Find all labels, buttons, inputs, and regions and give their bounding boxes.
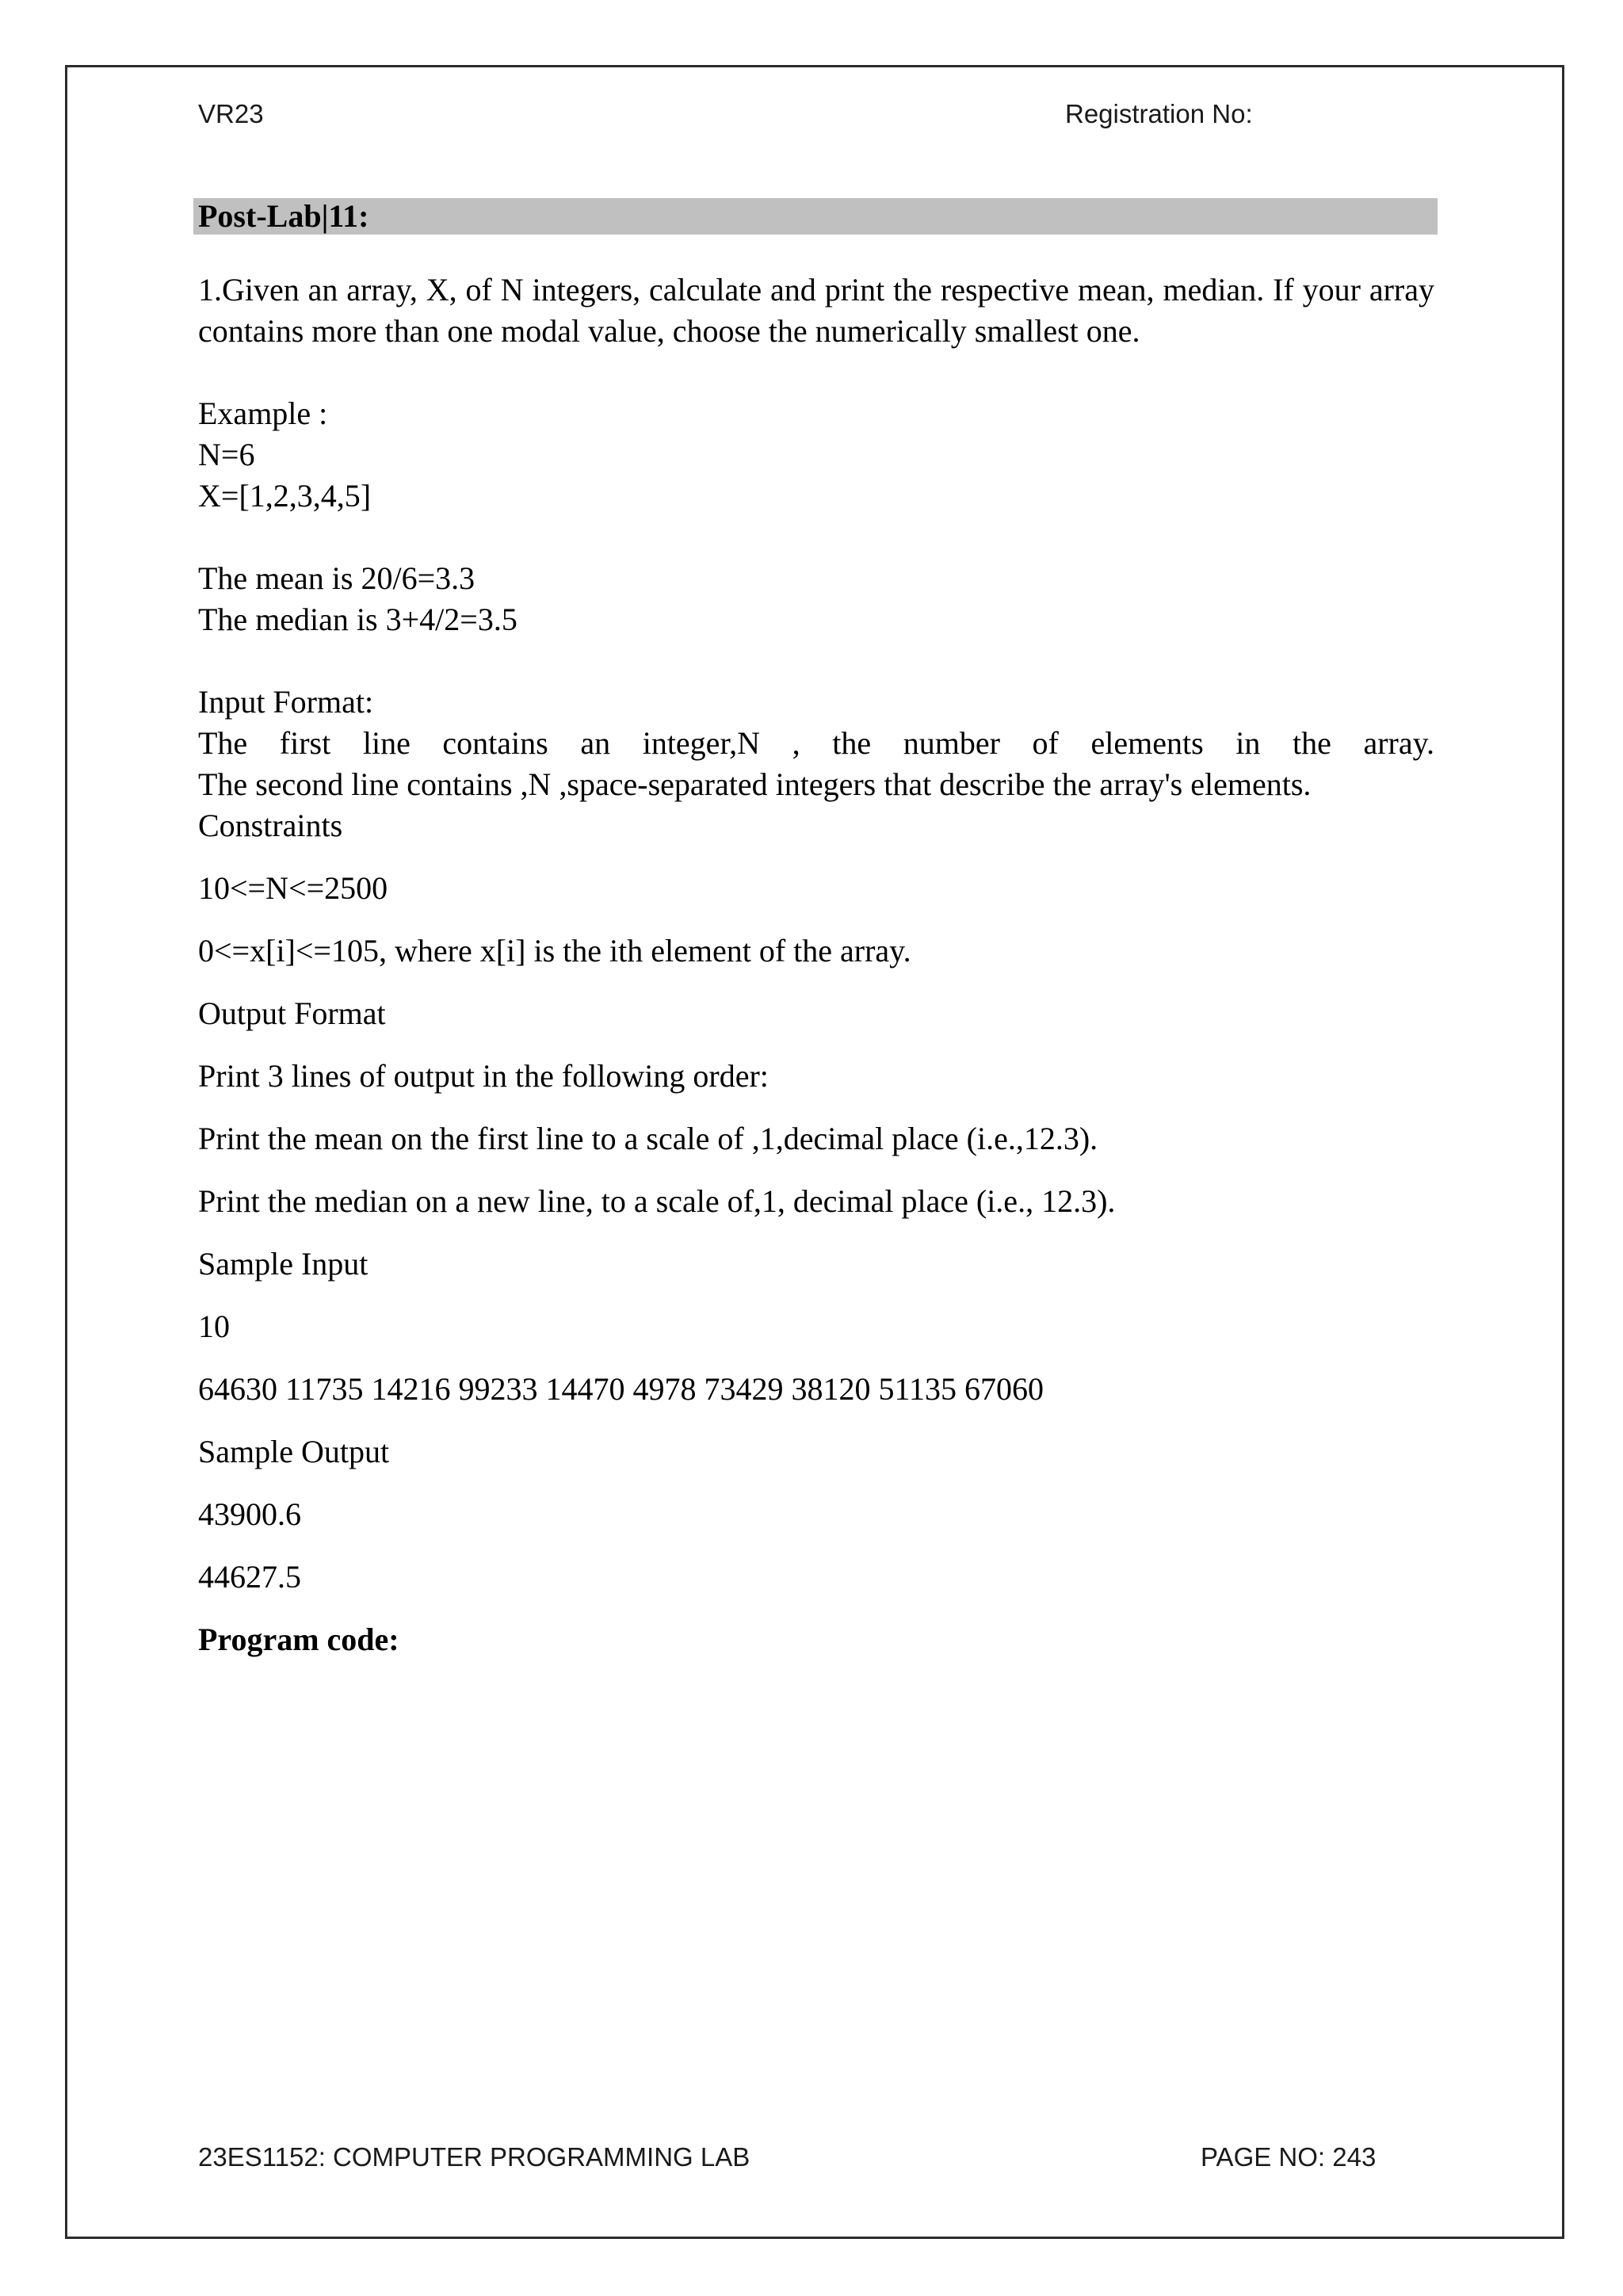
sample-output-label: Sample Output (198, 1434, 390, 1469)
sample-input-n: 10 (198, 1308, 230, 1344)
sample-input-label: Sample Input (198, 1246, 369, 1282)
document-body (198, 269, 1434, 1682)
example-median: The median is 3+4/2=3.5 (198, 602, 517, 637)
input-format-line-2: The second line contains ,N ,space-separated integers that describe the array's elements. (198, 766, 1312, 802)
input-format-label: Input Format: (198, 684, 374, 720)
constraints-label: Constraints (198, 808, 343, 843)
input-format-line-1: The first line contains an integer,N , the number of elements in the array. (198, 725, 1434, 761)
output-format-line-1: Print 3 lines of output in the following order: (198, 1058, 769, 1094)
program-code-label: Program code: (198, 1622, 399, 1657)
sample-input-values: 64630 11735 14216 99233 14470 4978 73429 38120 51135 67060 (198, 1371, 1044, 1407)
section-title-bar (193, 198, 1438, 235)
footer-course-title: 23ES1152: COMPUTER PROGRAMMING LAB (198, 2142, 750, 2172)
example-x: X=[1,2,3,4,5] (198, 478, 372, 514)
output-format-label: Output Format (198, 995, 386, 1031)
output-format-line-3: Print the median on a new line, to a scale of,1, decimal place (i.e., 12.3). (198, 1183, 1116, 1219)
header-registration-label: Registration No: (1065, 99, 1253, 128)
footer-page-number: PAGE NO: 243 (1201, 2142, 1377, 2172)
sample-output-2: 44627.5 (198, 1559, 301, 1595)
constraint-2: 0<=x[i]<=105, where x[i] is the ith element of the array. (198, 933, 911, 968)
sample-output-1: 43900.6 (198, 1496, 301, 1532)
header-course-code: VR23 (198, 99, 264, 128)
example-label: Example : (198, 395, 328, 431)
example-mean: The mean is 20/6=3.3 (198, 560, 475, 596)
section-title: Post-Lab|11: (198, 198, 369, 234)
output-format-line-2: Print the mean on the first line to a scale of ,1,decimal place (i.e.,12.3). (198, 1121, 1098, 1156)
constraint-1: 10<=N<=2500 (198, 870, 388, 906)
problem-statement: 1.Given an array, X, of N integers, calculate and print the respective mean, median. If your array contains more than one modal value, choose the numerically smallest one. (198, 272, 1434, 349)
example-n: N=6 (198, 437, 255, 472)
